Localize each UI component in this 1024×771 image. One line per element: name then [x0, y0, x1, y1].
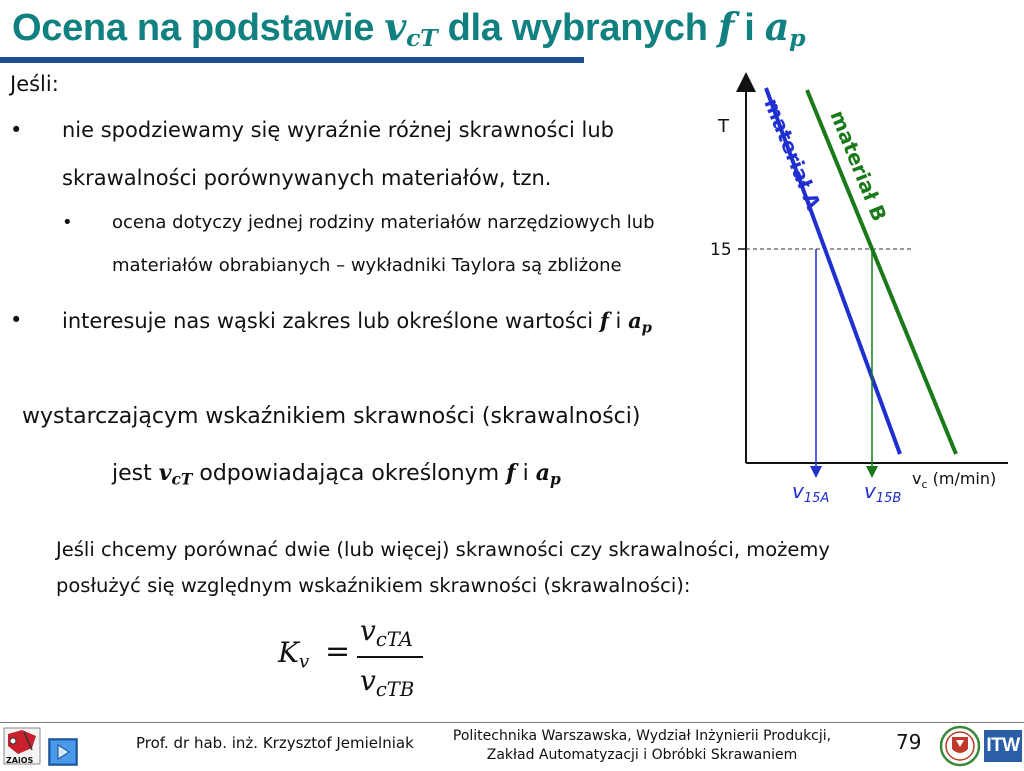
bullet1-line1: nie spodziewamy się wyraźnie różnej skrawności lub [62, 118, 614, 142]
formula-fraction-bar [357, 656, 423, 658]
formula-numerator: $v_{cTA}$ [360, 614, 413, 651]
label-material-a: materiał A [759, 94, 826, 213]
title-and: i [733, 7, 765, 49]
page-number: 79 [896, 730, 922, 754]
formula-lhs: $K_v$ [278, 636, 310, 673]
taylor-chart [690, 70, 1020, 510]
zaios-logo-text: ZAiOS [6, 756, 34, 765]
slide-title [12, 4, 805, 52]
intro-text: Jeśli: [10, 72, 59, 96]
x-tick-v15b: $v_{15B}$ [864, 479, 902, 506]
bullet-marker-1: • [10, 118, 23, 142]
itw-logo-text: ITW [986, 735, 1020, 756]
y-axis-label: T [718, 116, 729, 137]
formula-equals: = [325, 634, 351, 669]
footer-author: Prof. dr hab. inż. Krzysztof Jemielniak [136, 734, 414, 752]
institution-line1: Politechnika Warszawska, Wydział Inżynierii Produkcji, [452, 728, 832, 744]
footer-institution [442, 727, 842, 765]
bullet-marker-2: • [10, 308, 23, 332]
title-vct: $v_{cT}$ [384, 4, 438, 52]
play-arrow-icon [48, 738, 78, 766]
x-axis-label: $v_c$ (m/min) [912, 469, 997, 491]
next-slide-button[interactable] [48, 738, 78, 766]
bullet2-line: interesuje nas wąski zakres lub określone wartości f i $a_p$ [62, 308, 652, 337]
sub-bullet-line1: ocena dotyczy jednej rodziny materiałów narzędziowych lub [112, 212, 655, 233]
institution-line2: Zakład Automatyzacji i Obróbki Skrawaniem [486, 747, 798, 763]
x-tick-v15a: $v_{15A}$ [792, 479, 830, 506]
formula-denominator: $v_{cTB}$ [360, 664, 415, 701]
title-middle: dla wybranych [437, 7, 718, 49]
title-underline [0, 57, 584, 63]
conclusion-line1: wystarczającym wskaźnikiem skrawności (skrawalności) [22, 404, 641, 429]
footer-divider [0, 722, 1024, 723]
pw-emblem-logo [938, 725, 982, 767]
sub-bullet-line2: materiałów obrabianych – wykładniki Taylora są zbliżone [112, 255, 622, 276]
y-tick-label: 15 [710, 240, 732, 260]
bullet1-line2: skrawalności porównywanych materiałów, tzn. [62, 166, 552, 190]
title-f: f [717, 4, 734, 49]
label-material-b: materiał B [825, 106, 892, 225]
relative-line1: Jeśli chcemy porównać dwie (lub więcej) skrawności czy skrawalności, możemy [56, 538, 830, 561]
title-ap: $a_p$ [764, 4, 806, 52]
sub-bullet-marker: • [62, 212, 73, 233]
title-prefix: Ocena na podstawie [12, 7, 385, 49]
zaios-logo [2, 726, 42, 766]
itw-logo [984, 730, 1022, 762]
conclusion-line2: jest $v_{cT}$ odpowiadająca określonym f i $a_p$ [112, 460, 561, 489]
relative-line2: posłużyć się względnym wskaźnikiem skrawności (skrawalności): [56, 574, 691, 597]
